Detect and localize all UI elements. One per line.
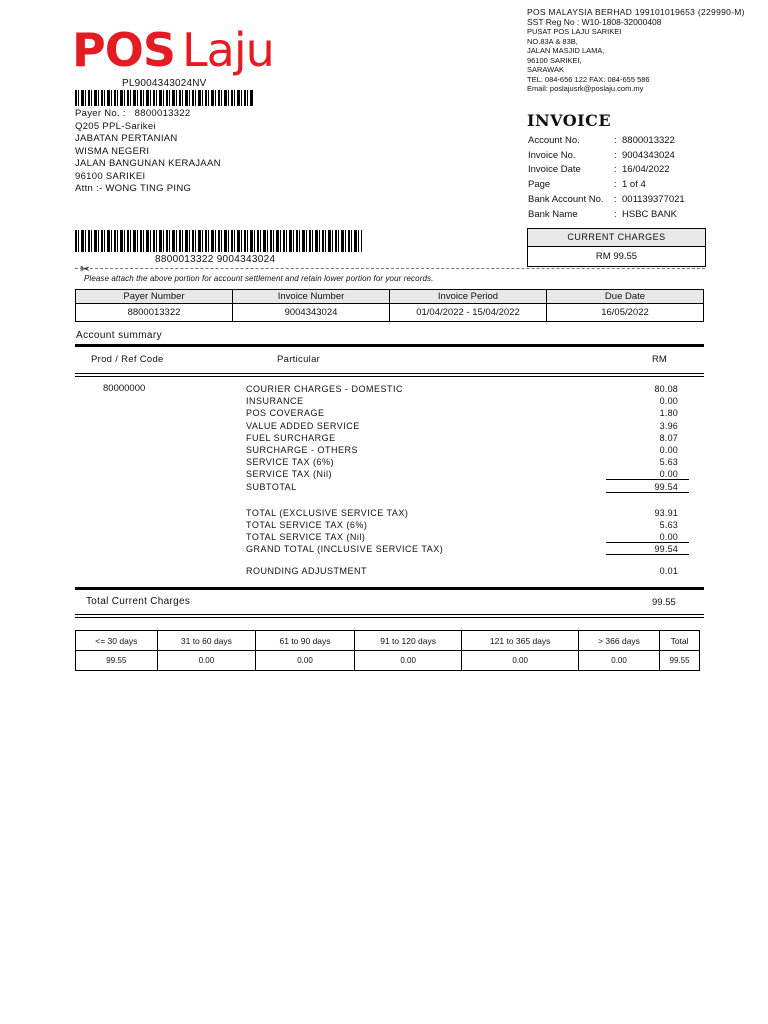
table-header-row <box>76 631 700 651</box>
item-label: TOTAL SERVICE TAX (Nil) <box>246 532 366 543</box>
item-label: POS COVERAGE <box>246 408 325 419</box>
company-address-line: NO.83A & 83B, <box>527 36 578 46</box>
payer-no-label: Payer No. : <box>75 108 126 119</box>
table-cell: 0.00 <box>462 651 579 671</box>
attach-note: Please attach the above portion for account settlement and retain lower portion for your records. <box>84 274 434 283</box>
table-row <box>76 304 704 322</box>
table-cell: 0.00 <box>354 651 462 671</box>
tracking-barcode-label: PL9004343024NV <box>122 78 207 89</box>
divider <box>75 344 704 347</box>
meta-value: HSBC BANK <box>622 208 677 220</box>
total-row <box>246 507 689 519</box>
divider <box>75 373 704 374</box>
item-amount: 0.00 <box>659 396 678 407</box>
list-item <box>246 395 689 407</box>
col-header-particular: Particular <box>277 354 321 365</box>
item-amount: 99.54 <box>654 481 678 492</box>
list-item <box>246 432 689 444</box>
payer-line: JALAN BANGUNAN KERAJAAN <box>75 158 221 169</box>
meta-row: Bank Account No. : 001139377021 <box>528 193 685 208</box>
table-cell: 0.00 <box>157 651 256 671</box>
payer-no-value: 8800013322 <box>134 108 191 119</box>
item-amount: 0.00 <box>659 444 678 455</box>
company-email: Email: poslajusrk@poslaju.com.my <box>527 84 644 93</box>
meta-label: Bank Name <box>528 208 578 220</box>
table-cell: 99.55 <box>76 651 158 671</box>
total-current-label: Total Current Charges <box>86 596 191 607</box>
logo-text-pos: POS <box>72 23 175 77</box>
divider <box>75 617 704 618</box>
meta-value: 001139377021 <box>622 193 685 205</box>
total-row <box>246 519 689 531</box>
meta-value: 8800013322 <box>622 135 675 146</box>
meta-label: Invoice Date <box>528 164 581 176</box>
item-label: SERVICE TAX (6%) <box>246 457 335 468</box>
payment-barcode <box>75 230 362 252</box>
table-header: Total <box>660 631 700 651</box>
list-item <box>246 456 689 468</box>
pos-laju-logo <box>72 20 282 80</box>
meta-row: Account No. : 8800013322 <box>528 134 685 149</box>
table-header: Invoice Number <box>233 290 390 304</box>
table-cell: 8800013322 <box>76 304 233 322</box>
item-label: FUEL SURCHARGE <box>246 432 336 443</box>
sst-reg: SST Reg No : W10-1808-32000408 <box>527 16 662 27</box>
payer-no-row <box>75 108 221 121</box>
meta-value: 16/04/2022 <box>622 164 670 176</box>
col-header-rm: RM <box>652 354 667 365</box>
item-label: ROUNDING ADJUSTMENT <box>246 566 368 577</box>
payer-address-block <box>75 108 221 196</box>
meta-row: Bank Name : HSBC BANK <box>528 208 685 223</box>
divider <box>75 587 704 590</box>
item-amount: 80.08 <box>654 384 678 394</box>
meta-label: Page <box>528 179 551 191</box>
item-amount: 5.63 <box>659 457 678 468</box>
item-label: INSURANCE <box>246 396 304 407</box>
payer-line: 96100 SARIKEI <box>75 170 146 182</box>
item-amount: 5.63 <box>659 519 678 530</box>
total-current-amount: 99.55 <box>652 597 676 608</box>
company-address-line: PUSAT POS LAJU SARIKEI <box>527 27 622 36</box>
company-phone: TEL: 084-656 122 FAX: 084-655 586 <box>527 74 650 84</box>
item-label: TOTAL SERVICE TAX (6%) <box>246 519 368 530</box>
rounding-row <box>246 565 689 577</box>
table-cell: 99.55 <box>660 651 700 671</box>
item-amount: 3.96 <box>659 420 678 431</box>
company-name: POS MALAYSIA BERHAD 199101019653 (229990-M) <box>527 7 745 17</box>
item-label: GRAND TOTAL (INCLUSIVE SERVICE TAX) <box>246 544 444 555</box>
current-charges-value: RM 99.55 <box>595 251 638 262</box>
meta-label: Account No. <box>528 135 580 146</box>
tracking-barcode <box>75 90 253 106</box>
item-label: SERVICE TAX (Nil) <box>246 469 333 480</box>
payer-attn: Attn :- WONG TING PING <box>75 183 192 194</box>
grand-total-underline <box>606 554 689 555</box>
company-info <box>527 8 757 94</box>
invoice-title: INVOICE <box>527 111 612 130</box>
meta-label: Bank Account No. <box>528 193 604 205</box>
table-header: Invoice Period <box>390 290 547 304</box>
item-label: SURCHARGE - OTHERS <box>246 444 359 455</box>
col-header-prod: Prod / Ref Code <box>91 354 164 365</box>
meta-row: Invoice Date : 16/04/2022 <box>528 163 685 178</box>
payment-barcode-label: 8800013322 9004343024 <box>155 254 276 265</box>
item-amount: 0.00 <box>659 469 678 480</box>
company-address-line: 96100 SARIKEI, <box>527 55 582 65</box>
item-label: COURIER CHARGES - DOMESTIC <box>246 384 404 394</box>
item-label: SUBTOTAL <box>246 481 297 492</box>
payer-line: WISMA NEGERI <box>75 145 150 157</box>
table-header: 31 to 60 days <box>157 631 256 651</box>
table-cell: 01/04/2022 - 15/04/2022 <box>390 304 547 322</box>
item-amount: 0.00 <box>659 532 678 543</box>
table-header: <= 30 days <box>76 631 158 651</box>
table-header: 121 to 365 days <box>462 631 579 651</box>
payer-line: Q205 PPL-Sarikei <box>75 120 156 132</box>
table-header: Payer Number <box>76 290 233 304</box>
table-header: > 366 days <box>578 631 659 651</box>
list-item <box>246 420 689 432</box>
grand-total-row <box>246 543 689 555</box>
table-cell: 0.00 <box>256 651 355 671</box>
item-amount: 8.07 <box>659 432 678 443</box>
item-amount: 99.54 <box>654 544 678 555</box>
ref-code: 80000000 <box>103 383 146 394</box>
meta-row: Page : 1 of 4 <box>528 178 685 193</box>
item-amount: 93.91 <box>654 507 678 518</box>
logo-text-laju: Laju <box>182 23 274 77</box>
aging-table <box>75 630 700 671</box>
cut-line <box>75 268 705 269</box>
meta-value: 9004343024 <box>622 149 675 161</box>
invoice-period-table <box>75 289 704 322</box>
table-header: 91 to 120 days <box>354 631 462 651</box>
table-header: Due Date <box>547 290 704 304</box>
item-label: TOTAL (EXCLUSIVE SERVICE TAX) <box>246 507 409 518</box>
table-header: 61 to 90 days <box>256 631 355 651</box>
list-item <box>246 407 689 419</box>
divider <box>75 376 704 377</box>
meta-value: 1 of 4 <box>622 179 646 191</box>
item-label: VALUE ADDED SERVICE <box>246 420 360 431</box>
table-header-row <box>76 290 704 304</box>
invoice-meta <box>528 134 685 222</box>
table-cell: 16/05/2022 <box>547 304 704 322</box>
subtotal-row <box>246 481 689 493</box>
item-amount: 1.80 <box>659 408 678 419</box>
table-row <box>76 651 700 671</box>
account-summary-title: Account summary <box>76 330 163 341</box>
company-address-line: SARAWAK <box>527 65 564 74</box>
meta-label: Invoice No. <box>528 149 576 161</box>
meta-row: Invoice No. : 9004343024 <box>528 149 685 164</box>
list-item <box>246 468 689 480</box>
table-cell: 0.00 <box>578 651 659 671</box>
list-item <box>246 383 689 395</box>
scissors-icon: ✂ <box>80 262 91 276</box>
current-charges-label: CURRENT CHARGES <box>528 229 705 247</box>
current-charges-box <box>527 228 706 267</box>
charges-list <box>246 383 689 578</box>
table-cell: 9004343024 <box>233 304 390 322</box>
subtotal-underline <box>606 492 689 493</box>
item-amount: 0.01 <box>659 566 678 577</box>
total-row <box>246 531 689 543</box>
list-item <box>246 444 689 456</box>
payer-line: JABATAN PERTANIAN <box>75 133 178 144</box>
company-address-line: JALAN MASJID LAMA, <box>527 46 605 55</box>
divider <box>75 614 704 615</box>
